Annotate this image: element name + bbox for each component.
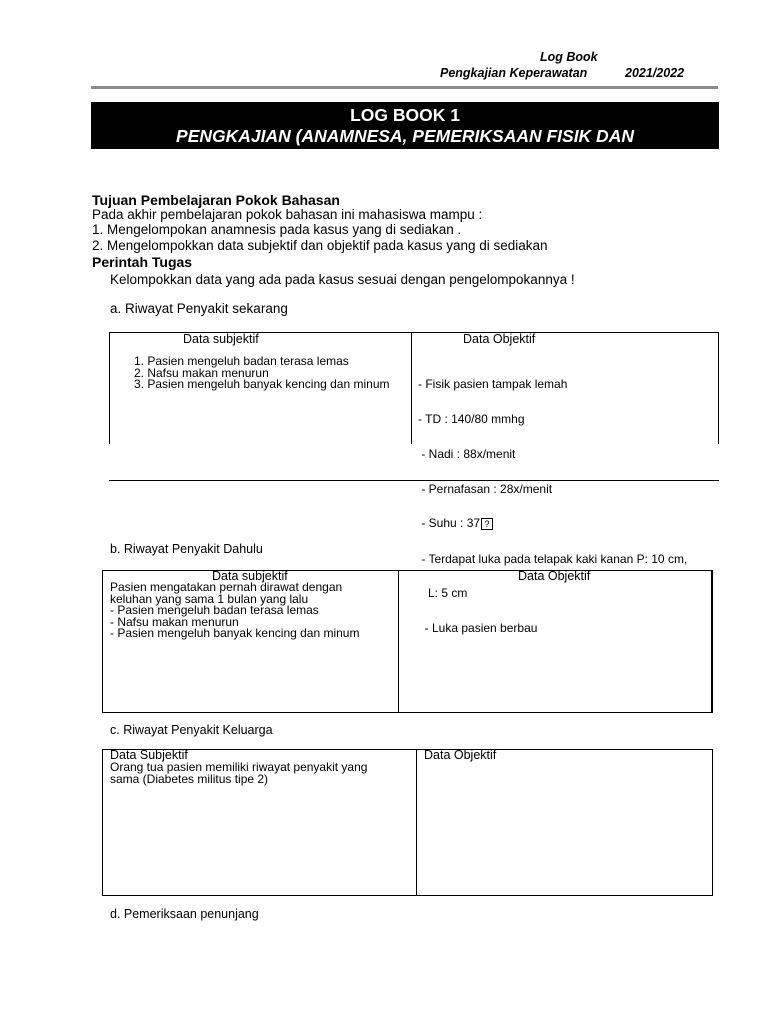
list-item: - Terdapat luka pada telapak kaki kanan P: 10 cm, — [418, 551, 688, 566]
tujuan-intro: Pada akhir pembelajaran pokok bahasan ini mahasiswa mampu : — [92, 207, 483, 222]
table-b-col-objektif: Data Objektif — [518, 569, 591, 583]
list-item: sama (Diabetes militus tipe 2) — [110, 771, 269, 786]
table-b-divider — [398, 570, 399, 713]
list-item: L: 5 cm — [418, 586, 468, 601]
table-a-right — [718, 332, 719, 444]
list-item: - Fisik pasien tampak lemah — [418, 377, 568, 392]
list-item: - Pernafasan : 28x/menit — [418, 481, 553, 496]
list-item: 2. Nafsu makan menurun — [134, 365, 269, 380]
header-year: 2021/2022 — [625, 66, 685, 80]
table-a-col-objektif: Data Objektif — [463, 332, 536, 346]
suhu-text: - Suhu : 37 — [418, 516, 481, 531]
list-item: - Pasien mengeluh banyak kencing dan minum — [110, 626, 360, 641]
perintah-heading: Perintah Tugas — [92, 254, 193, 270]
table-b-subjektif-list — [110, 582, 359, 640]
list-item: - TD : 140/80 mmhg — [418, 411, 525, 426]
table-c-subjektif-list — [110, 762, 367, 785]
list-item — [418, 518, 687, 530]
list-item: Pasien mengatakan pernah dirawat dengan — [110, 580, 343, 594]
tujuan-item-2: 2. Mengelompokkan data subjektif dan objektif pada kasus yang di sediakan — [92, 238, 548, 253]
table-c-col-subjektif: Data Subjektif — [110, 748, 188, 762]
table-a-subjektif-list — [134, 356, 390, 391]
banner-title: LOG BOOK 1 — [350, 105, 460, 125]
table-a-left — [109, 332, 110, 444]
degree-symbol-icon: ? — [481, 518, 493, 530]
list-item: - Pasien mengeluh badan terasa lemas — [110, 603, 319, 618]
list-item: 1. Pasien mengeluh badan terasa lemas — [134, 354, 349, 368]
header-rule — [91, 86, 718, 89]
title-banner — [91, 102, 719, 149]
section-d-label: d. Pemeriksaan penunjang — [110, 907, 259, 921]
tujuan-item-1: 1. Mengelompokan anamnesis pada kasus yang di sediakan . — [92, 222, 462, 237]
list-item: - Nadi : 88x/menit — [418, 446, 516, 461]
banner-subtitle: PENGKAJIAN (ANAMNESA, PEMERIKSAAN FISIK DAN — [176, 126, 634, 146]
header-subject: Pengkajian Keperawatan — [440, 66, 588, 80]
table-a-col-subjektif: Data subjektif — [183, 332, 259, 346]
perintah-text: Kelompokkan data yang ada pada kasus sesuai dengan pengelompokannya ! — [110, 272, 575, 287]
list-item: - Nafsu makan menurun — [110, 614, 239, 629]
table-c-col-objektif: Data Objektif — [424, 748, 497, 762]
section-c-label: c. Riwayat Penyakit Keluarga — [110, 723, 273, 737]
table-a-divider — [411, 332, 412, 444]
list-item: 3. Pasien mengeluh banyak kencing dan minum — [134, 377, 390, 392]
list-item: - Luka pasien berbau — [418, 621, 538, 636]
list-item: Orang tua pasien memiliki riwayat penyakit yang — [110, 760, 368, 774]
section-b-label: b. Riwayat Penyakit Dahulu — [110, 542, 263, 556]
list-item: keluhan yang sama 1 bulan yang lalu — [110, 591, 309, 606]
table-c-divider — [416, 749, 417, 896]
tujuan-heading: Tujuan Pembelajaran Pokok Bahasan — [92, 192, 340, 208]
header-logbook: Log Book — [540, 50, 598, 64]
section-a-label: a. Riwayat Penyakit sekarang — [110, 301, 288, 316]
table-b-col-subjektif: Data subjektif — [212, 569, 288, 583]
